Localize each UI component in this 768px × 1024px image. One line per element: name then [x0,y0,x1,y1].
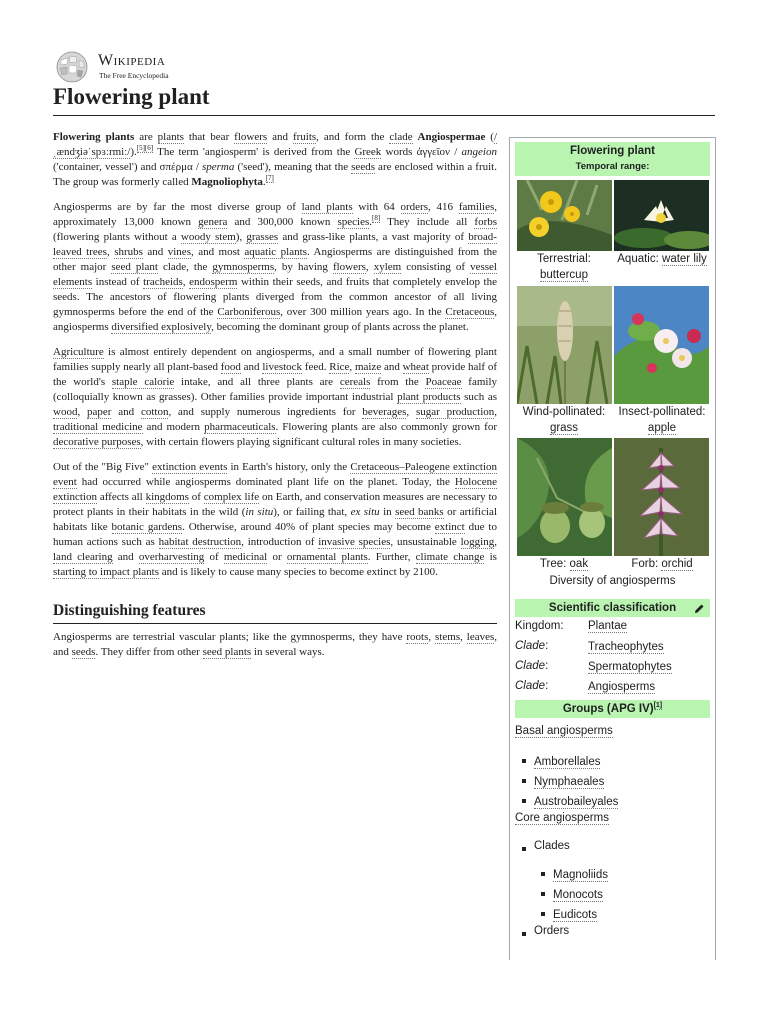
link-tracheids[interactable]: tracheids [143,276,183,288]
groups-heading: Groups (APG IV)[1] [515,700,710,718]
link-sugar-production[interactable]: sugar production [415,406,495,418]
link-land-plants[interactable]: land plants [301,201,353,213]
citation-link[interactable]: [7] [265,174,274,183]
basal-angiosperms-list [516,752,618,812]
taxobox [509,137,716,960]
link-beverages[interactable]: beverages [362,406,407,418]
intro-paragraph: Flowering plants are plants that bear flowers and fruits, and form the clade Angiospermae (/ˌændʒiəˈspɜːrmiː/).[5][6] The term 'angiosperm' is derived from the Greek words ἀγγεῖον / angeion ('container, vessel') and σπέρμα / sperma ('seed'), meaning that the seeds are enclosed within a fruit. The group was formerly called Magnoliophyta.[7] [53,131,498,188]
link-stems[interactable]: stems [435,631,461,643]
link-water-lily[interactable]: water lily [662,253,707,265]
link-maize[interactable]: maize [354,361,382,373]
link-extinction-events[interactable]: extinction events [152,461,228,473]
bold-angiospermae: Angiospermae [417,131,486,143]
clades-label: Clades [534,840,570,852]
list-item [535,905,608,925]
link-wood[interactable]: wood [53,406,78,418]
link-kingdoms[interactable]: kingdoms [145,491,189,503]
link-spermatophytes[interactable]: Spermatophytes [588,661,672,673]
citation-link[interactable]: [1] [653,702,663,710]
link-shrubs[interactable]: shrubs [114,246,143,258]
scientific-classification-heading: Scientific classification [515,599,710,617]
link-ornamental-plants[interactable]: ornamental plants [286,551,368,563]
clades-list [535,865,608,925]
link-eudicots[interactable]: Eudicots [553,909,598,921]
link-species[interactable]: species [337,216,370,228]
link-endosperm[interactable]: endosperm [189,276,238,288]
link-rice[interactable]: Rice [329,361,350,373]
link-invasive-species[interactable]: invasive species [318,536,391,548]
link-forbs[interactable]: forbs [474,216,498,228]
link-kpg-extinction[interactable]: Cretaceous–Paleogene extinction event [53,461,498,488]
agriculture-paragraph: Agriculture is almost entirely dependent on angiosperms, and a small number of flowering plant families supply nearly all plant-based food and livestock feed. Rice, maize and wheat provide half of the world's staple calorie intake, and all three plants are cereals from the Poaceae family (colloquially known as grasses). Other families provide important industrial plant products such as wood, paper and cotton, and supply numerous ingredients for beverages, sugar production, traditional medicine and modern pharmaceuticals. Flowering plants are also commonly grown for decorative purposes, with certain flowers playing significant cultural roles in many societies. [53,346,498,448]
list-item [535,885,608,905]
features-paragraph: Angiosperms are terrestrial vascular plants; like the gymnosperms, they have roots, stems, leaves, and seeds. They differ from other seed plants in several ways. [53,631,497,658]
link-complex-life[interactable]: complex life [203,491,260,503]
link-extinct[interactable]: extinct [434,521,465,533]
link-leaves[interactable]: leaves [466,631,495,643]
link-flowers[interactable]: flowers [234,131,268,143]
orders-label: Orders [534,925,570,937]
link-cotton[interactable]: cotton [140,406,169,418]
caption-apple: Insect-pollinated: apple [618,406,706,434]
orders-list [516,925,569,937]
link-overharvesting[interactable]: overharvesting [138,551,205,563]
caption-buttercup: Terrestrial: buttercup [537,253,591,281]
link-agriculture[interactable]: Agriculture [53,346,104,358]
link-pharmaceuticals[interactable]: pharmaceuticals [204,421,276,433]
rank-clade: Clade: [515,660,549,672]
link-traditional-medicine[interactable]: traditional medicine [53,421,143,433]
link-carboniferous[interactable]: Carboniferous [217,306,281,318]
link-genera[interactable]: genera [198,216,228,228]
grass-image[interactable] [517,286,612,404]
list-item [516,840,570,852]
link-monocots[interactable]: Monocots [553,889,603,901]
list-item [516,772,618,792]
list-item [516,752,618,772]
link-seeds[interactable]: seeds [351,161,375,173]
list-item [516,925,569,937]
apple-blossom-image[interactable] [614,286,709,404]
infobox-title: Flowering plant [515,142,710,159]
link-seed-banks[interactable]: seed banks [395,506,444,518]
edit-pencil-icon[interactable] [694,603,705,614]
link-climate-change[interactable]: climate change [415,551,485,563]
link-diversified-explosively[interactable]: diversified explosively [111,321,212,333]
link-orchid[interactable]: orchid [661,558,693,570]
link-poaceae[interactable]: Poaceae [425,376,462,388]
list-item [516,792,618,812]
link-food[interactable]: food [220,361,241,373]
caption-orchid: Forb: orchid [631,558,693,570]
link-livestock[interactable]: livestock [262,361,303,373]
link-plants[interactable]: plants [157,131,184,143]
link-grass[interactable]: grass [549,422,579,434]
link-nymphaeales[interactable]: Nymphaeales [534,776,605,788]
extinction-paragraph: Out of the "Big Five" extinction events in Earth's history, only the Cretaceous–Paleogene extinction event had occurred while angiosperms dominated plant life on the planet. Today, the Holocene extinction affects all kingdoms of complex life on Earth, and conservation measures are necessary to protect plants in their habitats in the wild (in situ), or failing that, ex situ in seed banks or artificial habitats like botanic gardens. Otherwise, around 40% of plant species may become extinct due to human actions such as habitat destruction, introduction of invasive species, unsustainable logging, land clearing and overharvesting of medicinal or ornamental plants. Further, climate change is starting to impact plants and is likely to cause many species to become extinct by 2100. [53,461,498,578]
list-item [535,865,608,885]
link-clade[interactable]: clade [389,131,413,143]
rank-clade: Clade: [515,680,549,692]
link-plant-products[interactable]: plant products [397,391,461,403]
link-cretaceous[interactable]: Cretaceous [445,306,495,318]
link-holocene-extinction[interactable]: Holocene extinction [53,476,497,503]
link-medicinal[interactable]: medicinal [223,551,268,563]
gallery-caption: Diversity of angiosperms [549,575,676,587]
link-habitat-destruction[interactable]: habitat destruction [158,536,242,548]
link-seed-plant[interactable]: seed plant [111,261,158,273]
link-oak[interactable]: oak [569,558,589,570]
link-greek[interactable]: Greek [354,146,382,158]
caption-oak: Tree: oak [539,558,589,570]
link-grasses[interactable]: grasses [246,231,279,243]
section-heading-distinguishing-features: Distinguishing features [53,602,497,624]
link-austrobaileyales[interactable]: Austrobaileyales [534,796,619,808]
rank-kingdom: Kingdom: [515,620,564,632]
title-divider [53,115,715,116]
link-land-clearing[interactable]: land clearing [53,551,113,563]
link-families[interactable]: families [458,201,495,213]
link-seed-plants[interactable]: seed plants [202,646,252,658]
link-staple-calorie[interactable]: staple calorie [111,376,175,388]
link-tracheophytes[interactable]: Tracheophytes [588,641,664,653]
link-apple[interactable]: apple [647,422,677,434]
article-body [53,130,497,670]
link-core-angiosperms[interactable]: Core angiosperms [515,812,609,824]
link-xylem[interactable]: xylem [373,261,402,273]
diversity-paragraph: Angiosperms are by far the most diverse group of land plants with 64 orders, 416 families, approximately 13,000 known genera and 300,000 known species.[8] They include all forbs (flowering plants without a woody stem), grasses and grass-like plants, a vast majority of broad-leaved trees, shrubs and vines, and most aquatic plants. Angiosperms are distinguished from the other major seed plant clade, the gymnosperms, by having flowers, xylem consisting of vessel elements instead of tracheids, endosperm within their seeds, and fruits that completely envelop the seeds. The ancestors of flowering plants diverged from the common ancestor of all living gymnosperms before the end of the Carboniferous, over 300 million years ago. In the Cretaceous, angiosperms diversified explosively, becoming the dominant group of plants across the planet. [53,201,498,333]
page-title: Flowering plant [53,84,210,109]
link-vessel-elements[interactable]: vessel elements [53,261,497,288]
citation-link[interactable]: [5][6] [136,144,154,153]
link-paper[interactable]: paper [87,406,112,418]
wikipedia-tagline: The Free Encyclopedia [99,71,169,80]
link-woody-stem[interactable]: woody stem [180,231,236,243]
link-orders[interactable]: orders [400,201,429,213]
core-angiosperms-list [516,840,570,852]
wikipedia-globe-logo[interactable] [54,51,90,83]
oak-acorn-image[interactable] [517,438,612,556]
link-seeds-2[interactable]: seeds [71,646,96,658]
link-fruits[interactable]: fruits [292,131,317,143]
bold-term: Flowering plants [53,131,135,143]
bold-magnoliophyta: Magnoliophyta [191,176,263,188]
link-vines[interactable]: vines [167,246,191,258]
link-wheat[interactable]: wheat [402,361,429,373]
link-logging[interactable]: logging [460,536,495,548]
link-botanic-gardens[interactable]: botanic gardens [111,521,183,533]
citation-link[interactable]: [8] [371,214,381,223]
link-aquatic-plants[interactable]: aquatic plants [244,246,307,258]
link-plantae[interactable]: Plantae [588,620,628,632]
link-flowers-2[interactable]: flowers [332,261,366,273]
rank-clade: Clade: [515,640,549,652]
link-roots[interactable]: roots [406,631,429,643]
orchid-image[interactable] [614,438,709,556]
link-gymnosperms[interactable]: gymnosperms [212,261,275,273]
link-broad-leaved-trees[interactable]: broad-leaved trees [53,231,497,258]
link-starting-to-impact-plants[interactable]: starting to impact plants [53,566,160,578]
link-buttercup[interactable]: buttercup [540,269,588,281]
water-lily-image[interactable] [614,180,709,251]
link-amborellales[interactable]: Amborellales [534,756,601,768]
link-pronunciation[interactable]: /ˌændʒiəˈspɜːrmiː/ [53,131,498,158]
caption-water-lily: Aquatic: water lily [617,253,707,265]
buttercup-image[interactable] [517,180,612,251]
caption-grass: Wind-pollinated: grass [522,406,606,434]
link-cereals[interactable]: cereals [339,376,371,388]
wikipedia-wordmark[interactable]: Wikipedia [98,52,166,69]
link-magnoliids[interactable]: Magnoliids [553,869,608,881]
temporal-range-label: Temporal range: [515,159,710,176]
link-decorative-purposes[interactable]: decorative purposes [53,436,141,448]
link-basal-angiosperms[interactable]: Basal angiosperms [515,725,613,737]
link-angiosperms[interactable]: Angiosperms [588,681,656,693]
